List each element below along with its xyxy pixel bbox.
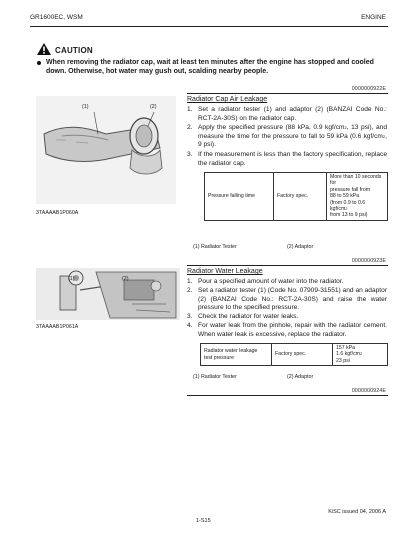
- section2-step-4: [187, 322, 387, 339]
- spec-value-line: More than 10 seconds for: [330, 174, 382, 187]
- step-number: 3.: [187, 151, 193, 158]
- spec-value: [327, 173, 388, 221]
- figure2-code: 3TAAAAB1P061A: [36, 324, 79, 330]
- section1-legend-2: (2) Adaptor: [287, 244, 314, 250]
- caution-text: When removing the radiator cap, wait at least ten minutes after the engine has stopped and cooled down. Otherwise, hot water may gush out, scalding nearby people.: [46, 59, 374, 75]
- spec-table-water: [200, 343, 388, 366]
- spec-value-line: 1.6 kgf/$cm^2$: [336, 351, 363, 358]
- step-number: 3.: [187, 313, 193, 320]
- section1-code: 0000000923E: [351, 258, 386, 264]
- section-divider: [187, 395, 388, 396]
- step-number: 1.: [187, 106, 193, 113]
- spec-item-line: test pressure: [204, 354, 234, 361]
- section2-title: Radiator Water Leakage: [187, 268, 263, 275]
- spec-value-line: (from 0.9 to 0.6 kgf/$cm^2$: [330, 199, 366, 213]
- spec-value: [333, 344, 388, 366]
- figure-radiator-water-test: [36, 268, 180, 320]
- header-rule: [30, 26, 388, 27]
- section2-step-1: [187, 278, 387, 287]
- section1-legend-1: (1) Radiator Tester: [193, 244, 237, 250]
- section1-step-3: [187, 151, 387, 168]
- section1-title: Radiator Cap Air Leakage: [187, 96, 268, 103]
- section2-step-3: [187, 313, 387, 322]
- spec-type: Factory spec.: [274, 173, 327, 221]
- header-model: GR1600EC, WSM: [30, 14, 83, 21]
- page-number: 1-S15: [196, 518, 211, 524]
- section-divider: [187, 93, 388, 94]
- step-number: 2.: [187, 124, 193, 131]
- spec-value-line: 88 to 59 kPa: [330, 193, 360, 200]
- section2-legend-1: (1) Radiator Tester: [193, 374, 237, 380]
- bullet-dot-icon: [37, 61, 41, 65]
- section1-step-1: [187, 106, 387, 123]
- step-number: 4.: [187, 322, 193, 329]
- step-text: Apply the specified pressure (88 kPa, 0.9 kgf/$cm^2$, 13 psi), and measure the time for the pressure to fall to 59 kPa (0.6 kgf/$cm^2$, 9 psi).: [198, 124, 387, 149]
- spec-value-line: from 13 to 9 psi): [330, 212, 368, 219]
- step-text: Check the radiator for water leaks.: [198, 313, 299, 320]
- step-text: If the measurement is less than the factory specification, replace the radiator cap.: [198, 151, 387, 167]
- section1-step-2: [187, 124, 387, 150]
- step-text: Set a radiator tester (1) and adaptor (2) (BANZAI Code No.: RCT-2A-30S) on the radiator cap.: [198, 106, 387, 122]
- spec-item: [201, 344, 272, 366]
- figure-radiator-cap-test: [36, 96, 176, 204]
- figure2-callout-1: (1): [68, 276, 75, 282]
- figure1-callout-2: (2): [150, 104, 157, 110]
- section2-legend-2: (2) Adaptor: [287, 374, 314, 380]
- section2-code: 0000000924E: [351, 388, 386, 394]
- issue-note: KiSC issued 04, 2006 A: [328, 509, 386, 515]
- header-section: ENGINE: [361, 14, 386, 21]
- warning-triangle-icon: [37, 42, 51, 54]
- spec-table-cap: [204, 172, 388, 221]
- step-text: Set a radiator tester (1) (Code No. 07909-31551) and an adaptor (2) (BANZAI Code No.: RCT-2A-30S) and raise the water pressure to the specified pressure.: [198, 287, 387, 312]
- spec-item: Pressure falling time: [205, 173, 274, 221]
- figure2-callout-2: (2): [122, 276, 129, 282]
- step-text: Pour a specified amount of water into the radiator.: [198, 278, 344, 285]
- spec-value-line: 157 kPa: [336, 345, 356, 351]
- step-number: 1.: [187, 278, 193, 285]
- spec-type: Factory spec.: [272, 344, 333, 366]
- figure1-code: 3TAAAAB1P060A: [36, 210, 79, 216]
- spec-value-line: pressure fall from: [330, 186, 371, 193]
- section2-step-2: [187, 287, 387, 313]
- spec-value-line: 23 psi: [336, 357, 350, 364]
- step-text: For water leak from the pinhole, repair with the radiator cement. When water leak is excessive, replace the radiator.: [198, 322, 387, 338]
- spec-item-line: Radiator water leakage: [204, 348, 258, 355]
- figure1-callout-1: (1): [82, 104, 89, 110]
- caution-title: CAUTION: [55, 46, 93, 55]
- caution-code: 0000000922E: [351, 86, 386, 92]
- section-divider: [187, 265, 388, 266]
- step-number: 2.: [187, 287, 193, 294]
